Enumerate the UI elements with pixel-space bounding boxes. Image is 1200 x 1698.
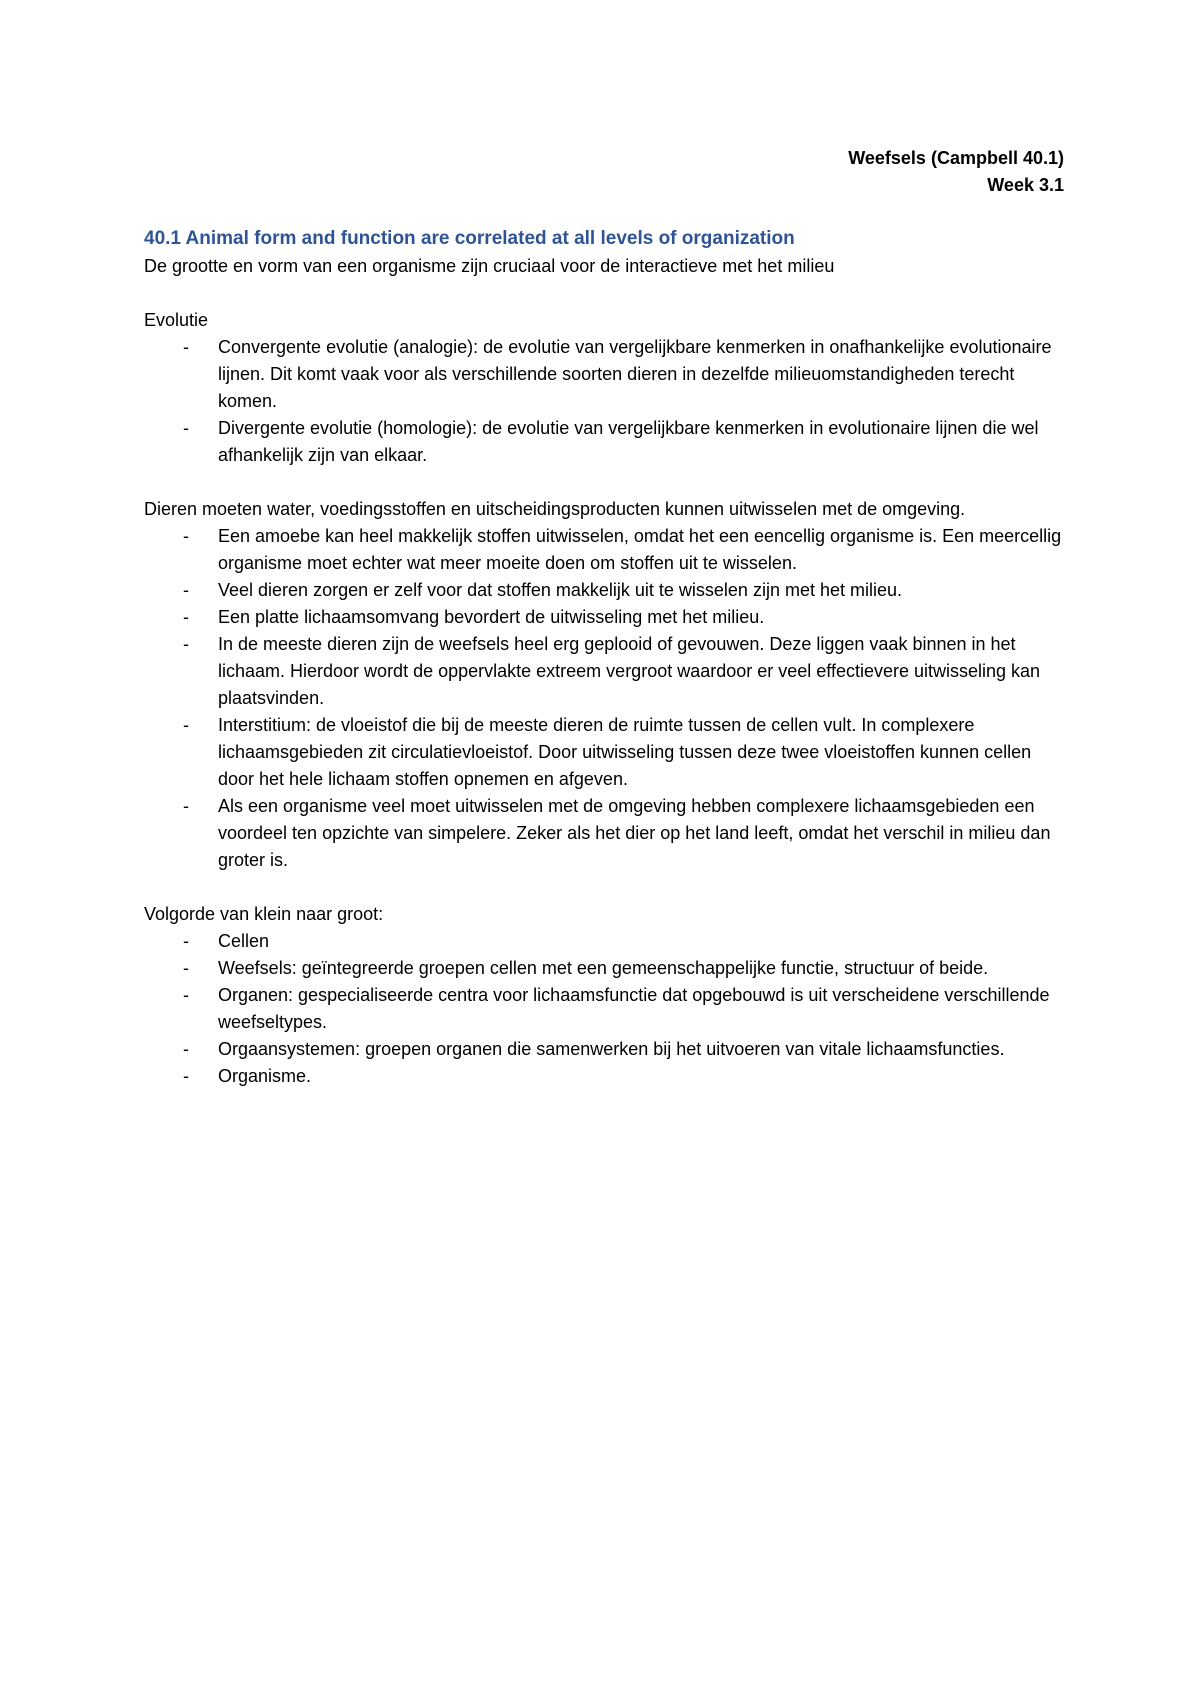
list-item — [144, 604, 1064, 631]
list-dash: - — [183, 1066, 189, 1086]
list-dash: - — [183, 607, 189, 627]
list-item-text: Cellen — [218, 931, 270, 951]
evolutie-title: Evolutie — [144, 310, 209, 330]
list-item — [144, 712, 1064, 793]
list-item-text: Organisme. — [218, 1066, 312, 1086]
list-item — [144, 793, 1064, 874]
list-dash: - — [183, 337, 189, 357]
list-dash: - — [183, 418, 189, 438]
list-item-text: Divergente evolutie (homologie): de evolutie van vergelijkbare kenmerken in evolutionaire lijnen die wel afhankelijk zijn van elkaar. — [218, 418, 1039, 465]
uitwisseling-list — [144, 523, 1064, 874]
evolutie-list — [144, 334, 1064, 469]
volgorde-list — [144, 928, 1064, 1090]
spacer — [144, 874, 1064, 901]
section-intro: De grootte en vorm van een organisme zijn cruciaal voor de interactieve met het milieu — [144, 256, 835, 276]
spacer — [144, 469, 1064, 496]
list-item-text: Veel dieren zorgen er zelf voor dat stoffen makkelijk uit te wisselen zijn met het milieu. — [218, 580, 902, 600]
week-label: Week 3.1 — [987, 175, 1064, 195]
list-dash: - — [183, 526, 189, 546]
list-dash: - — [183, 931, 189, 951]
list-dash: - — [183, 958, 189, 978]
list-item — [144, 523, 1064, 577]
list-item — [144, 415, 1064, 469]
list-dash: - — [183, 715, 189, 735]
list-item-text: Als een organisme veel moet uitwisselen met de omgeving hebben complexere lichaamsgebieden een voordeel ten opzichte van simpelere. Zeker als het dier op het land leeft, omdat het verschil in milieu dan groter is. — [218, 796, 1051, 870]
list-item — [144, 577, 1064, 604]
uitwisseling-intro: Dieren moeten water, voedingsstoffen en uitscheidingsproducten kunnen uitwisselen met de omgeving. — [144, 499, 966, 519]
list-dash: - — [183, 796, 189, 816]
list-item-text: Een platte lichaamsomvang bevordert de uitwisseling met het milieu. — [218, 607, 765, 627]
volgorde-intro: Volgorde van klein naar groot: — [144, 904, 384, 924]
section-heading: 40.1 Animal form and function are correlated at all levels of organization — [144, 228, 795, 249]
list-dash: - — [183, 1039, 189, 1059]
list-dash: - — [183, 634, 189, 654]
list-item — [144, 334, 1064, 415]
list-item — [144, 631, 1064, 712]
list-item-text: Weefsels: geïntegreerde groepen cellen met een gemeenschappelijke functie, structuur of beide. — [218, 958, 989, 978]
list-dash: - — [183, 580, 189, 600]
spacer — [144, 280, 1064, 307]
list-item-text: Interstitium: de vloeistof die bij de meeste dieren de ruimte tussen de cellen vult. In complexere lichaamsgebieden zit circulatievloeistof. Door uitwisseling tussen deze twee vloeistoffen kunnen cellen door het hele lichaam stoffen opnemen en afgeven. — [218, 715, 1032, 789]
list-item — [144, 1063, 1064, 1090]
list-item-text: Orgaansystemen: groepen organen die samenwerken bij het uitvoeren van vitale lichaamsfuncties. — [218, 1039, 1005, 1059]
list-dash: - — [183, 985, 189, 1005]
list-item-text: Organen: gespecialiseerde centra voor lichaamsfunctie dat opgebouwd is uit verscheidene verschillende weefseltypes. — [218, 985, 1050, 1032]
document-body — [144, 225, 1064, 1090]
list-item — [144, 982, 1064, 1036]
list-item — [144, 955, 1064, 982]
list-item-text: Een amoebe kan heel makkelijk stoffen uitwisselen, omdat het een eencellig organisme is. Een meercellig organisme moet echter wat meer moeite doen om stoffen uit te wisselen. — [218, 526, 1062, 573]
list-item-text: In de meeste dieren zijn de weefsels heel erg geplooid of gevouwen. Deze liggen vaak binnen in het lichaam. Hierdoor wordt de oppervlakte extreem vergroot waardoor er veel effectievere uitwisseling kan plaatsvinden. — [218, 634, 1041, 708]
list-item — [144, 928, 1064, 955]
document-title: Weefsels (Campbell 40.1) — [848, 148, 1064, 168]
document-header — [848, 145, 1064, 199]
list-item-text: Convergente evolutie (analogie): de evolutie van vergelijkbare kenmerken in onafhankelijke evolutionaire lijnen. Dit komt vaak voor als verschillende soorten dieren in dezelfde milieuomstandigheden terecht komen. — [218, 337, 1052, 411]
list-item — [144, 1036, 1064, 1063]
